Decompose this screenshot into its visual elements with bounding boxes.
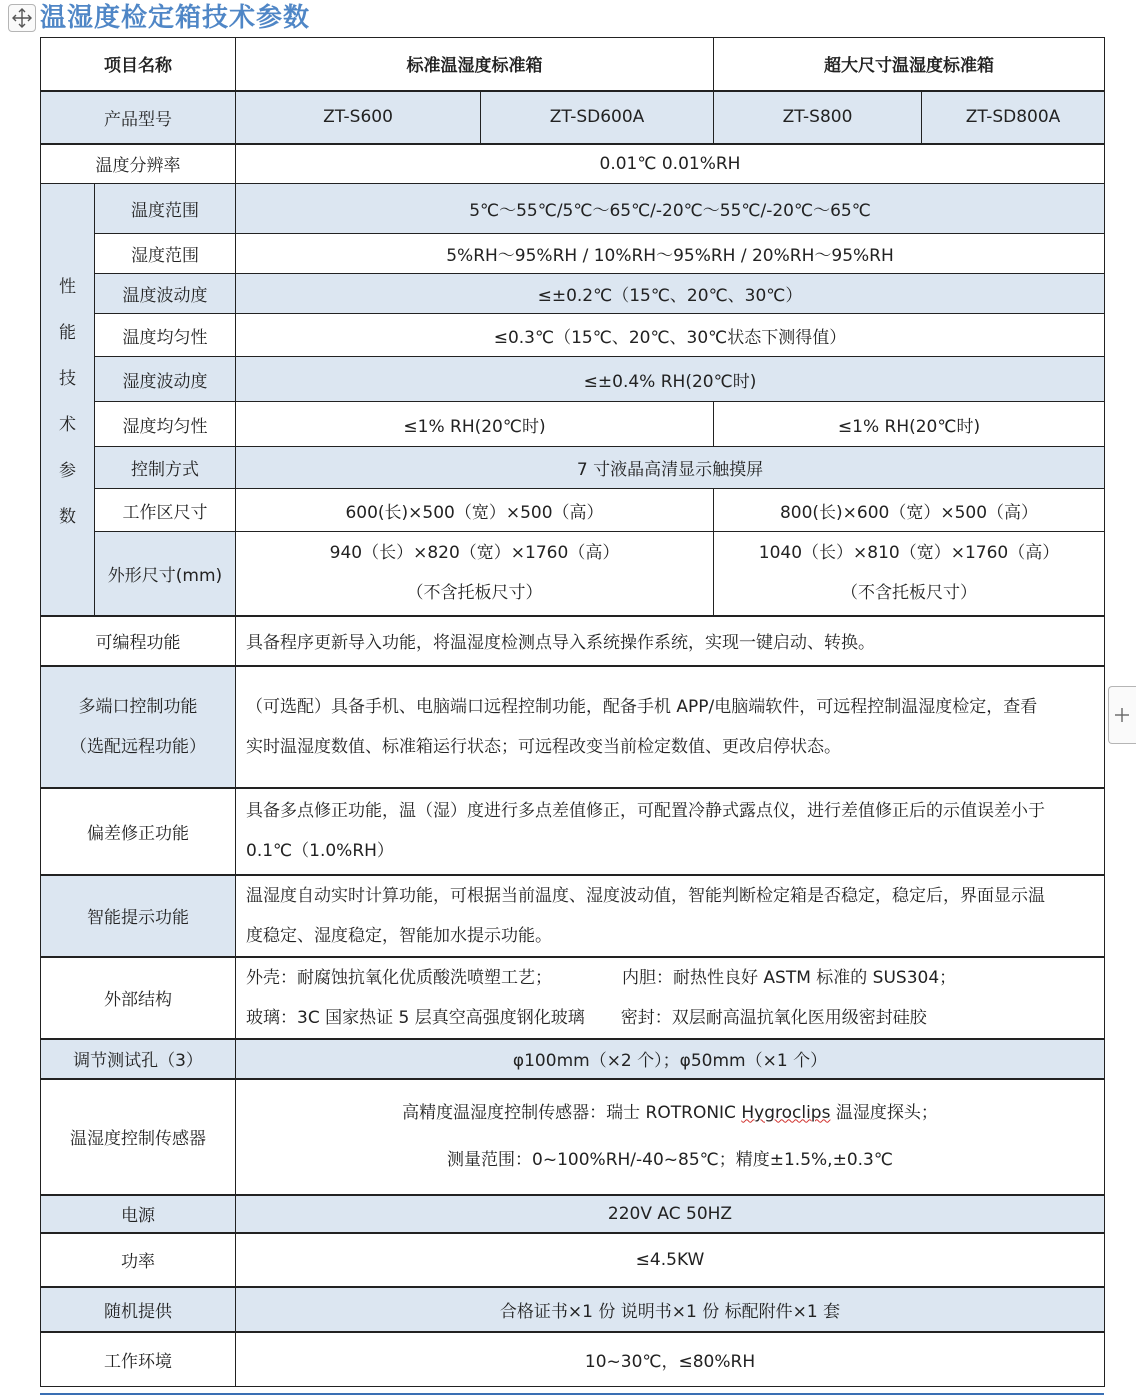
row-label: 湿度均匀性 — [95, 402, 236, 447]
move-icon — [9, 5, 35, 31]
row-value: 600(长)×500（宽）×500（高） — [236, 489, 714, 532]
row-value: ≤0.3℃（15℃、20℃、30℃状态下测得值） — [236, 314, 1105, 357]
table-row — [41, 1195, 1105, 1233]
model-zt-sd600a: ZT-SD600A — [481, 91, 714, 144]
row-label: 产品型号 — [41, 91, 236, 144]
row-value: ≤±0.2℃（15℃、20℃、30℃） — [236, 274, 1105, 314]
model-zt-s800: ZT-S800 — [714, 91, 922, 144]
table-row — [41, 1233, 1105, 1287]
add-column-handle[interactable] — [1108, 686, 1136, 744]
vertical-char: 数 — [59, 506, 76, 527]
vertical-char: 参 — [59, 460, 76, 481]
table-row — [41, 91, 1105, 144]
table-row — [41, 1287, 1105, 1332]
table-row — [41, 875, 1105, 957]
row-value: ≤1% RH(20℃时) — [714, 402, 1105, 447]
row-label: 温度均匀性 — [95, 314, 236, 357]
row-value: 5℃～55℃/5℃～65℃/-20℃～55℃/-20℃～65℃ — [236, 184, 1105, 234]
row-label: 温度分辨率 — [41, 144, 236, 184]
row-value — [236, 532, 714, 616]
row-label: 温湿度控制传感器 — [41, 1079, 236, 1195]
row-value: 0.01℃ 0.01%RH — [236, 144, 1105, 184]
row-value: 10~30℃，≤80%RH — [236, 1332, 1105, 1387]
shell-spec: 外壳：耐腐蚀抗氧化优质酸洗喷塑工艺； — [246, 967, 552, 988]
row-value: ≤1% RH(20℃时) — [236, 402, 714, 447]
table-row — [41, 144, 1105, 184]
row-label: 控制方式 — [95, 447, 236, 489]
row-value — [236, 666, 1105, 788]
text-line: 度稳定、湿度稳定，智能加水提示功能。 — [246, 925, 552, 946]
row-label: 工作区尺寸 — [95, 489, 236, 532]
outer-size-line: 1040（长）×810（宽）×1760（高） — [758, 543, 1060, 564]
header-standard-box: 标准温湿度标准箱 — [236, 38, 714, 91]
row-label: 外部结构 — [41, 957, 236, 1039]
table-row — [41, 234, 1105, 274]
row-label: 可编程功能 — [41, 616, 236, 666]
liner-spec: 内胆：耐热性良好 ASTM 标准的 SUS304； — [622, 967, 957, 988]
table-row — [41, 1079, 1105, 1195]
header-item-name: 项目名称 — [41, 38, 236, 91]
vertical-char: 性 — [59, 276, 76, 297]
row-label: 湿度范围 — [95, 234, 236, 274]
multiport-sublabel: （选配远程功能） — [70, 736, 206, 757]
row-value: 800(长)×600（宽）×500（高） — [714, 489, 1105, 532]
text-line: 温湿度自动实时计算功能，可根据当前温度、湿度波动值，智能判断检定箱是否稳定，稳定后，界面显示温 — [246, 885, 1045, 906]
table-row — [41, 957, 1105, 1039]
row-value: 7 寸液晶高清显示触摸屏 — [236, 447, 1105, 489]
seal-spec: 密封：双层耐高温抗氧化医用级密封硅胶 — [620, 1007, 927, 1028]
text-line: 0.1℃（1.0%RH） — [246, 841, 394, 861]
row-label — [41, 666, 236, 788]
row-value: 合格证书×1 份 说明书×1 份 标配附件×1 套 — [236, 1287, 1105, 1332]
header-large-box: 超大尺寸温湿度标准箱 — [714, 38, 1105, 91]
model-zt-s600: ZT-S600 — [236, 91, 481, 144]
table-row — [41, 1332, 1105, 1387]
row-value: 5%RH～95%RH / 10%RH～95%RH / 20%RH～95%RH — [236, 234, 1105, 274]
table-row — [41, 402, 1105, 447]
outer-size-note: （不含托板尺寸） — [406, 583, 543, 604]
table-row — [41, 274, 1105, 314]
table-row — [41, 1039, 1105, 1079]
table-row — [41, 447, 1105, 489]
row-value: 具备程序更新导入功能，将温湿度检测点导入系统操作系统，实现一键启动、转换。 — [236, 616, 1105, 666]
table-header-row — [41, 38, 1105, 91]
table-row — [41, 314, 1105, 357]
row-label: 工作环境 — [41, 1332, 236, 1387]
row-value: 220V AC 50HZ — [236, 1195, 1105, 1233]
text-line: 测量范围：0~100%RH/-40~85℃；精度±1.5%,±0.3℃ — [447, 1149, 893, 1170]
page-title: 温湿度检定箱技术参数 — [40, 3, 311, 33]
row-label: 随机提供 — [41, 1287, 236, 1332]
row-value — [236, 788, 1105, 875]
multiport-label: 多端口控制功能 — [78, 696, 198, 717]
row-label: 温度波动度 — [95, 274, 236, 314]
row-label: 外形尺寸(mm) — [95, 532, 236, 616]
row-value — [714, 532, 1105, 616]
performance-group-label — [41, 184, 95, 616]
row-value: ≤4.5KW — [236, 1233, 1105, 1287]
table-row — [41, 489, 1105, 532]
outer-size-line: 940（长）×820（宽）×1760（高） — [329, 543, 620, 564]
spec-table — [40, 37, 1105, 1387]
row-label: 调节测试孔（3） — [41, 1039, 236, 1079]
text-line: （可选配）具备手机、电脑端口远程控制功能，配备手机 APP/电脑端软件，可远程控制温湿度检定，查看 — [246, 696, 1038, 717]
table-row — [41, 616, 1105, 666]
vertical-char: 能 — [59, 322, 76, 343]
row-label: 功率 — [41, 1233, 236, 1287]
table-row — [41, 357, 1105, 402]
table-move-handle[interactable] — [8, 4, 36, 32]
text-line: 实时温湿度数值、标准箱运行状态；可远程改变当前检定数值、更改启停状态。 — [246, 736, 841, 757]
table-row — [41, 666, 1105, 788]
text-line: 高精度温湿度控制传感器：瑞士 ROTRONIC Hygroclips 温湿度探头； — [402, 1102, 938, 1123]
model-zt-sd800a: ZT-SD800A — [922, 91, 1105, 144]
outer-size-note: （不含托板尺寸） — [841, 583, 977, 604]
table-row — [41, 788, 1105, 875]
row-value: ≤±0.4% RH(20℃时) — [236, 357, 1105, 402]
row-value — [236, 957, 1105, 1039]
glass-spec: 玻璃：3C 国家热证 5 层真空高强度钢化玻璃 — [246, 1007, 585, 1028]
row-value — [236, 1079, 1105, 1195]
row-value: φ100mm（×2 个）；φ50mm（×1 个） — [236, 1039, 1105, 1079]
row-label: 电源 — [41, 1195, 236, 1233]
row-label: 温度范围 — [95, 184, 236, 234]
row-label: 偏差修正功能 — [41, 788, 236, 875]
row-label: 智能提示功能 — [41, 875, 236, 957]
row-label: 湿度波动度 — [95, 357, 236, 402]
table-row — [41, 532, 1105, 616]
table-row — [41, 184, 1105, 234]
row-value — [236, 875, 1105, 957]
table-bottom-border — [40, 1393, 1104, 1395]
vertical-char: 技 — [59, 368, 76, 389]
spellcheck-word: Hygroclips — [741, 1102, 831, 1123]
vertical-char: 术 — [59, 414, 76, 435]
text-line: 具备多点修正功能，温（湿）度进行多点差值修正，可配置冷静式露点仪，进行差值修正后的示值误差小于 — [246, 801, 1045, 821]
plus-icon — [1109, 687, 1136, 743]
